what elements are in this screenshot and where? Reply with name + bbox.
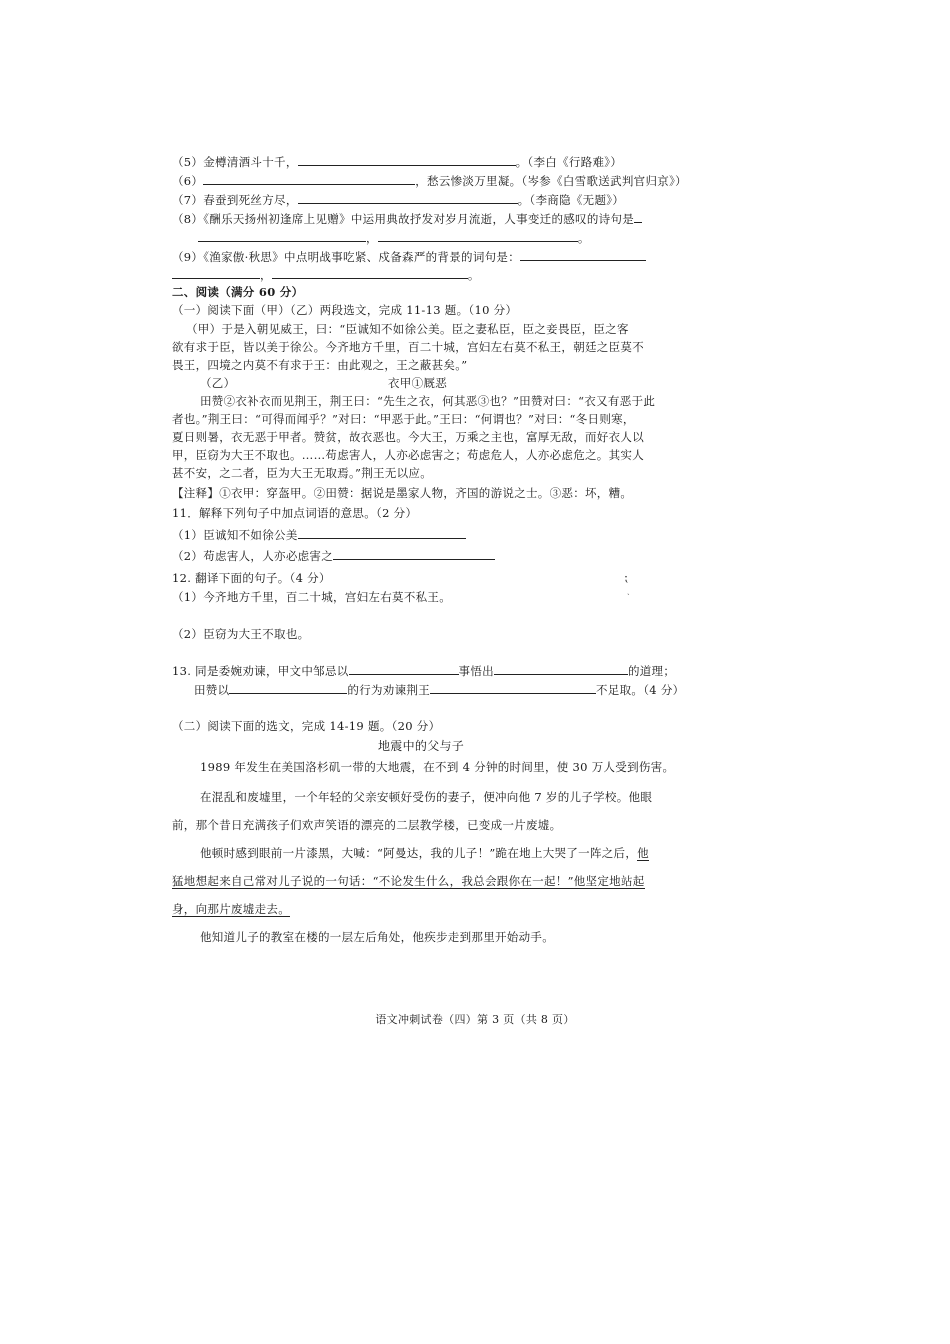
yi-title: 衣甲①厩恶 xyxy=(388,376,447,390)
q6-prefix: （6） xyxy=(172,174,204,188)
passage-p3-b xyxy=(172,873,645,889)
passage-p1: 1989 年发生在美国洛杉矶一带的大地震，在不到 4 分钟的时间里，使 30 万人受到伤害。 xyxy=(200,760,675,774)
q11-item-1-blank[interactable] xyxy=(298,526,466,539)
q11-heading: 11．解释下列句子中加点词语的意思。（2 分） xyxy=(172,506,418,520)
q13-line-1 xyxy=(172,662,675,679)
q12-item-1: （1）今齐地方千里，百二十城，宫妇左右莫不私王。 xyxy=(172,590,452,604)
poem-q9-line2 xyxy=(172,266,480,283)
q9-text: （9）《渔家傲·秋思》中点明战事吃紧、戍备森严的背景的词句是： xyxy=(172,250,521,264)
q13-text-f: 不足取。（4 分） xyxy=(596,683,685,697)
q11-item-2 xyxy=(172,547,495,564)
q13-blank-1[interactable] xyxy=(349,662,459,675)
scan-mark: ⁏ xyxy=(624,570,629,584)
section-2-heading: 二、阅读（满分 60 分） xyxy=(172,285,304,299)
q5-prefix: （5）金樽清酒斗十千， xyxy=(172,155,298,169)
q13-text-a: 13. 同是委婉劝谏，甲文中邹忌以 xyxy=(172,664,349,678)
q13-blank-2[interactable] xyxy=(494,662,628,675)
q7-prefix: （7）春蚕到死丝方尽， xyxy=(172,193,298,207)
scan-mark-2: ˏ xyxy=(627,586,630,595)
poem-q8 xyxy=(172,210,642,227)
q13-text-e: 的行为劝谏荆王 xyxy=(347,683,431,697)
q7-answer-blank[interactable] xyxy=(298,191,518,204)
poem-q8-line2 xyxy=(198,229,590,246)
poem-q5 xyxy=(172,153,622,170)
part1-intro: （一）阅读下面（甲）（乙）两段选文，完成 11-13 题。（10 分） xyxy=(172,303,518,317)
q5-answer-blank[interactable] xyxy=(298,153,516,166)
q8-end: 。 xyxy=(577,231,590,245)
q8-answer-blank-start[interactable] xyxy=(634,210,642,223)
q13-line-2 xyxy=(194,681,684,698)
yi-label: （乙） xyxy=(200,376,236,390)
passage-p3-a-underlined: 他 xyxy=(637,846,649,860)
q12-heading: 12. 翻译下面的句子。（4 分） xyxy=(172,571,331,585)
yi-line-1: 田赞②衣补衣而见荆王，荆王曰：“先生之衣，何其恶③也？”田赞对曰：“衣又有恶于此 xyxy=(200,394,656,408)
q13-blank-4[interactable] xyxy=(430,681,596,694)
q9-answer-blank-2[interactable] xyxy=(172,266,260,279)
q6-suffix: ，愁云惨淡万里凝。（岑参《白雪歌送武判官归京》） xyxy=(415,174,687,188)
passage-p3-a xyxy=(200,845,649,861)
jia-line-2: 欲有求于臣，皆以美于徐公。今齐地方千里，百二十城，宫妇左右莫不私王，朝廷之臣莫不 xyxy=(172,340,644,354)
passage-p4: 他知道儿子的教室在楼的一层左后角处，他疾步走到那里开始动手。 xyxy=(200,930,554,944)
q11-item-1 xyxy=(172,526,466,543)
q7-suffix: 。（李商隐《无题》） xyxy=(517,193,625,207)
poem-q9 xyxy=(172,248,646,265)
q9-answer-blank-3[interactable] xyxy=(272,266,468,279)
q11-item-2-text: （2）苟虑害人，人亦必虑害之 xyxy=(172,549,334,563)
yi-line-5: 甚不安，之二者，臣为大王无取焉。”荆王无以应。 xyxy=(172,466,433,480)
q8-answer-blank-2[interactable] xyxy=(378,229,578,242)
page-footer: 语文冲刺试卷（四）第 3 页（共 8 页） xyxy=(375,1013,575,1026)
yi-line-2: 者也。”荆王曰：“可得而闻乎？”对曰：“甲恶于此。”王曰：“何谓也？”对曰：“冬日则寒， xyxy=(172,412,635,426)
passage-p2-b: 前，那个昔日充满孩子们欢声笑语的漂亮的二层教学楼，已变成一片废墟。 xyxy=(172,818,562,832)
q13-text-d: 田赞以 xyxy=(194,683,230,697)
q8-sep: ， xyxy=(366,231,378,245)
yi-line-3: 夏日则暑，衣无恶于甲者。赞贫，故衣恶也。今大王，万乘之主也，富厚无敌，而好衣人以 xyxy=(172,430,644,444)
q13-text-b: 事悟出 xyxy=(458,664,494,678)
q11-item-2-blank[interactable] xyxy=(333,547,495,560)
q11-item-1-text: （1）臣诚知不如徐公美 xyxy=(172,528,298,542)
q12-item-2: （2）臣窃为大王不取也。 xyxy=(172,627,310,641)
part2-title: 地震中的父与子 xyxy=(378,739,465,753)
q6-answer-blank[interactable] xyxy=(203,172,415,185)
passage-p3-c xyxy=(172,901,290,917)
passage-p3-c-underlined: 身，向那片废墟走去。 xyxy=(172,902,290,916)
passage-p3-b-underlined: 猛地想起来自己常对儿子说的一句话：“不论发生什么，我总会跟你在一起！”他坚定地站起 xyxy=(172,874,645,888)
passage-p3-a-text: 他顿时感到眼前一片漆黑，大喊：“阿曼达，我的儿子！”跪在地上大哭了一阵之后， xyxy=(200,846,638,860)
jia-line-1: （甲）于是入朝见威王，曰：“臣诚知不如徐公美。臣之妻私臣，臣之妾畏臣，臣之客 xyxy=(186,322,629,336)
q9-end: 。 xyxy=(467,268,480,282)
q9-sep: ， xyxy=(260,268,272,282)
poem-q7 xyxy=(172,191,624,208)
part2-intro: （二）阅读下面的选文，完成 14-19 题。（20 分） xyxy=(172,719,441,733)
passage-p2-a: 在混乱和废墟里，一个年轻的父亲安顿好受伤的妻子，便冲向他 7 岁的儿子学校。他眼 xyxy=(200,790,653,804)
q13-text-c: 的道理； xyxy=(627,664,676,678)
q8-text: （8）《酬乐天扬州初逢席上见赠》中运用典故抒发对岁月流逝，人事变迁的感叹的诗句是 xyxy=(172,212,635,226)
q8-answer-blank-1[interactable] xyxy=(198,229,366,242)
yi-line-4: 甲，臣窃为大王不取也。……苟虑害人，人亦必虑害之；苟虑危人，人亦必虑危之。其实人 xyxy=(172,448,644,462)
q5-suffix: 。（李白《行路难》） xyxy=(515,155,623,169)
poem-q6 xyxy=(172,172,687,189)
q13-blank-3[interactable] xyxy=(229,681,347,694)
jia-line-3: 畏王，四境之内莫不有求于王：由此观之，王之蔽甚矣。” xyxy=(172,358,468,372)
notes: 【注释】①衣甲：穿盔甲。②田赞：据说是墨家人物，齐国的游说之士。③恶：坏，糟。 xyxy=(172,486,633,500)
q9-answer-blank-1[interactable] xyxy=(520,248,646,261)
